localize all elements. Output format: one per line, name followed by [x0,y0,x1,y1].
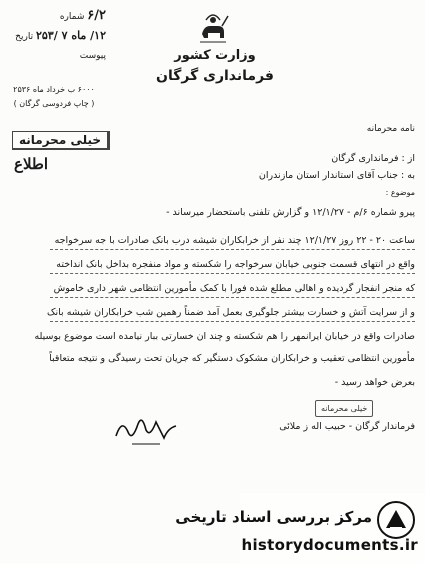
body-line-8: بعرض خواهد رسید - [334,377,415,388]
date-field [6,30,106,43]
date-label: تاریخ [15,32,34,42]
office-title: فرمانداری گرگان [156,68,274,84]
body-line-5: و از سرایت آتش و خسارت بیشتر جلوگیری بعمل آمد ضمناً رهمین شب خرابکاران شیشه بانک [46,307,415,318]
from-line [210,152,415,165]
attachment-label: پیوست [79,51,106,61]
lion-and-sun-emblem-icon [196,8,230,44]
print-run-line2: ( چاپ فردوسی گرگان ) [13,99,95,108]
body-line-3: واقع در انتهای قسمت جنوبی خیابان سرخواجه را شکسته و مواد منفجره بداخل بانک انداخته [56,259,415,270]
signature-icon [112,408,182,448]
watermark-url: historydocuments.ir [241,536,418,554]
attachment-field [6,50,106,62]
print-run-line1: ۶۰۰۰ ب خرداد ماه ۲۵۳۶ [13,85,95,94]
ruled-line [50,249,415,250]
signature-line: فرماندار گرگان - حبیب اله ز ملائی [279,421,415,432]
ruled-line [50,273,415,274]
number-field [6,10,106,23]
letter-type: نامه محرمانه [366,124,415,134]
ministry-title: وزارت کشور [174,48,256,63]
body-line-4: که منجر انفجار گردیده و اهالی مطلع شده فورا با کمک مأمورین انتظامی شهر داری خاموش [53,283,415,294]
number-value: ۶/۲ [87,8,106,23]
number-label: شماره [59,12,85,22]
body-line-6: صادرات واقع در خیابان ایرانمهر را هم شکسته و چند ان خسارتی ببار نیامده است موضوع بوسیله [34,331,415,342]
body-line-2: ساعت ۲۰ - ۲۲ روز ۱۲/۱/۲۷ چند نفر از خرابکاران شیشه درب بانک صادرات با جه سرخواجه [54,235,415,246]
classification-box: خیلی محرمانه [12,131,110,150]
to-label: به : [401,170,415,181]
from-value: فرمانداری گرگان [331,153,399,164]
watermark-title: مرکز بررسی اسناد تاریخی [175,508,372,526]
body-line-7: مأمورین انتظامی تعقیب و خرابکاران مشکوک دستگیر که جریان تحت رسیدگی و نتیجه متعاقباً [49,353,415,364]
handwritten-note: اطلاع [14,155,49,173]
body-line-1: پیرو شماره ۶/م - ۱۲/۱/۲۷ و گزارش تلفنی باستحضار میرساند - [166,207,415,218]
date-value: ۱۲/ ماه ۷ /۲۵۳ [35,29,106,42]
archive-logo-icon [376,500,416,540]
to-line [180,169,415,182]
from-label: از : [401,153,415,164]
ruled-line [50,297,415,298]
ruled-line [50,321,415,322]
classification-stamp: خیلی محرمانه [315,400,373,417]
to-value: جناب آقای استاندار استان مازندران [258,170,398,181]
subject-label: موضوع : [385,188,415,197]
